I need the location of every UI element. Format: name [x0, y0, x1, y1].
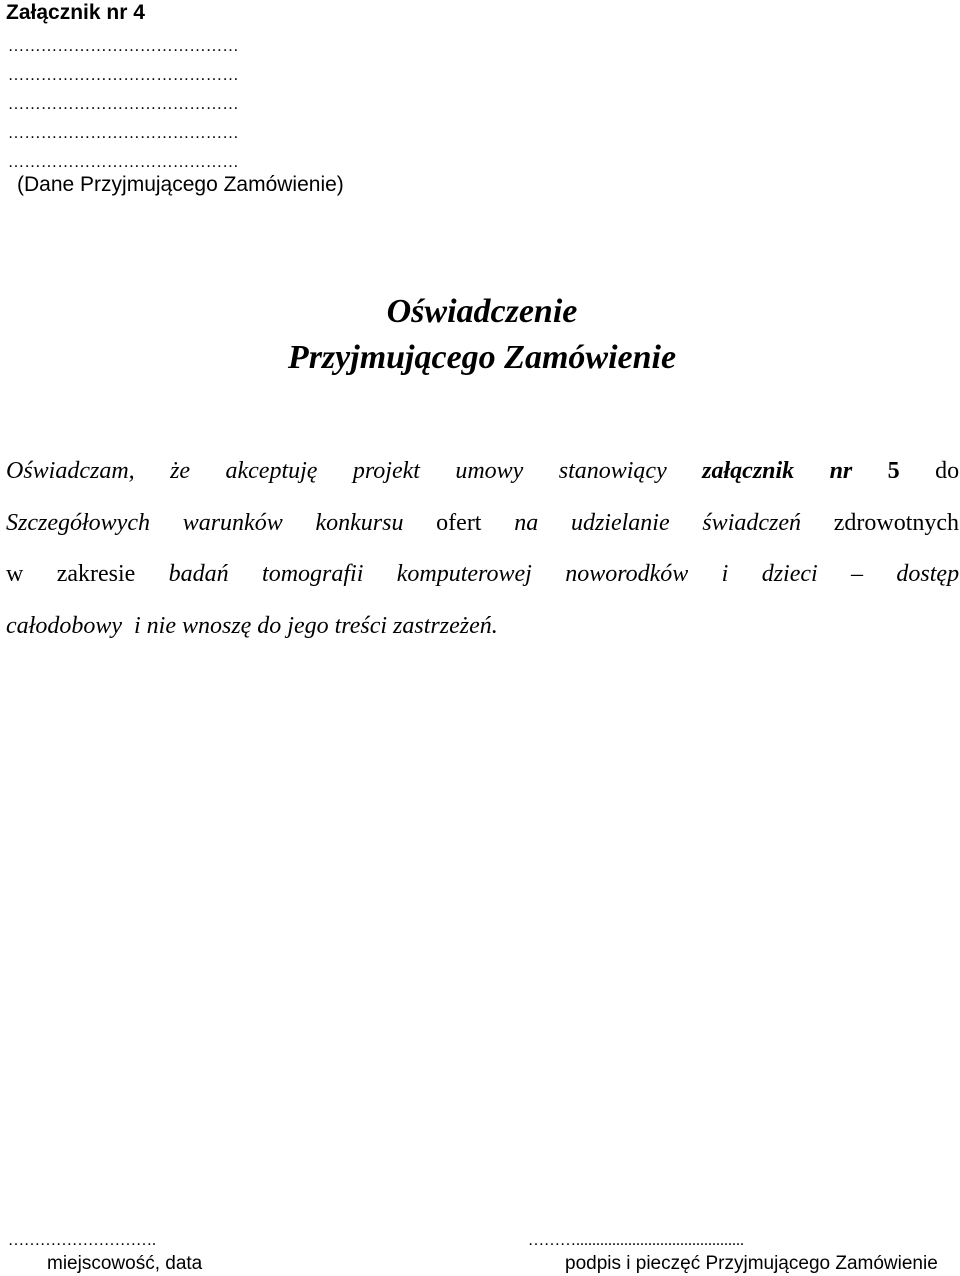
statement-attachment-number: [830, 458, 900, 484]
signature-dot-line: ………..........................................: [528, 1232, 744, 1249]
statement-word: dostęp: [896, 561, 960, 587]
statement-line-1: [6, 455, 959, 487]
statement-word: zdrowotnych: [833, 510, 960, 536]
contractor-dot-line-1: ……………………………………: [8, 38, 239, 55]
statement-word: umowy: [455, 458, 524, 484]
statement-word: konkursu: [315, 510, 404, 536]
document-subtitle: Przyjmującego Zamówienie: [287, 339, 677, 376]
statement-word: udzielanie: [570, 510, 670, 536]
statement-line-3: [6, 558, 959, 590]
contractor-data-caption: (Dane Przyjmującego Zamówienie): [17, 173, 344, 196]
signature-stamp-caption: podpis i pieczęć Przyjmującego Zamówienie: [565, 1253, 938, 1274]
statement-line-4: całodobowy i nie wnoszę do jego treści zastrzeżeń.: [6, 613, 498, 639]
contractor-dot-line-2: ……………………………………: [8, 67, 239, 84]
contractor-dot-line-5: ……………………………………: [8, 154, 239, 171]
attachment-label: Załącznik nr 4: [6, 1, 145, 24]
statement-word: ofert: [436, 510, 482, 536]
statement-word: badań: [168, 561, 229, 587]
statement-word: 5: [887, 458, 900, 484]
contractor-dot-line-3: ……………………………………: [8, 96, 239, 113]
contractor-dot-line-4: ……………………………………: [8, 125, 239, 142]
statement-word: tomografii: [262, 561, 364, 587]
place-date-dot-line: ……………………….: [8, 1232, 156, 1249]
statement-word: projekt: [352, 458, 420, 484]
statement-word-attachment: załącznik: [702, 458, 795, 484]
statement-word: –: [851, 561, 864, 587]
statement-word: w: [6, 561, 24, 587]
statement-word: dzieci: [761, 561, 818, 587]
place-date-caption: miejscowość, data: [47, 1253, 203, 1274]
statement-word: zakresie: [56, 561, 136, 587]
statement-word: świadczeń: [702, 510, 802, 536]
statement-word: na: [514, 510, 539, 536]
statement-word: nr: [829, 458, 853, 484]
statement-word: Oświadczam,: [6, 458, 135, 484]
statement-word: noworodków: [565, 561, 689, 587]
document-title: Oświadczenie: [386, 293, 578, 330]
statement-word: akceptuję: [225, 458, 318, 484]
statement-line-2: [6, 507, 959, 539]
statement-word: Szczegółowych: [6, 510, 150, 536]
statement-word: komputerowej: [396, 561, 532, 587]
statement-word: że: [170, 458, 191, 484]
statement-word: i: [721, 561, 729, 587]
statement-word: stanowiący: [558, 458, 667, 484]
statement-word: do: [935, 458, 960, 484]
statement-word: warunków: [182, 510, 283, 536]
